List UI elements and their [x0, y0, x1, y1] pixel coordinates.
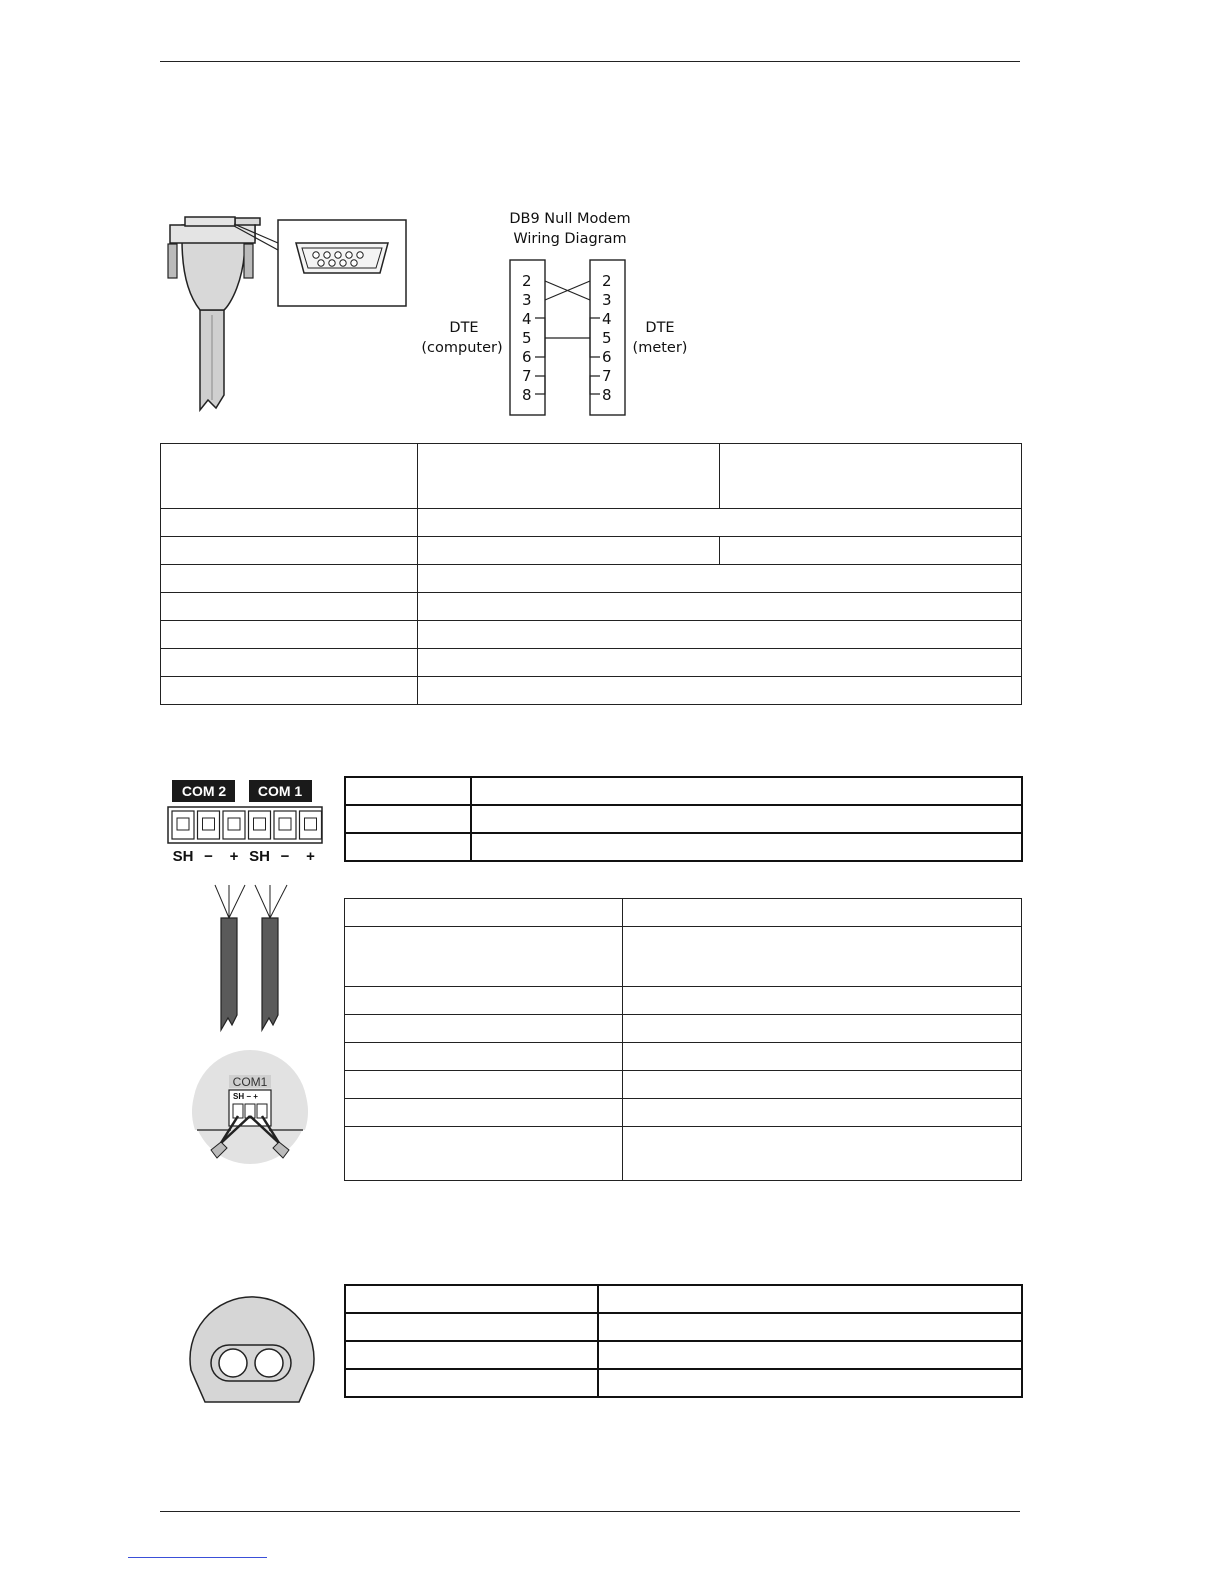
footer-link-underline [128, 1557, 267, 1558]
null-modem-wiring-diagram [420, 205, 700, 420]
table-cell [471, 833, 1022, 861]
table-cell [623, 899, 1022, 927]
table-cell [161, 509, 418, 537]
left-pin-label: 6 [522, 348, 532, 366]
db9-connector-illustration [160, 210, 420, 420]
left-pin-label: 3 [522, 291, 532, 309]
table-cell [161, 649, 418, 677]
terminal-label: SH [172, 848, 194, 865]
serial-settings-table [160, 443, 1022, 705]
table-cell [345, 1015, 623, 1043]
table-cell [161, 537, 418, 565]
table-cell [345, 1099, 623, 1127]
terminal-label: + [306, 848, 315, 865]
table-cell [161, 444, 418, 509]
table-cell [623, 927, 1022, 987]
right-dte-sublabel: (meter) [632, 340, 688, 356]
left-pin-label: 4 [522, 310, 532, 328]
table-cell [345, 1369, 598, 1397]
table-cell [345, 987, 623, 1015]
detail-com1-label: COM1 [232, 1075, 268, 1089]
right-pin-label: 6 [602, 348, 612, 366]
right-pin-label: 3 [602, 291, 612, 309]
diagram-title-line1: DB9 Null Modem [509, 211, 631, 227]
table-cell [418, 677, 1022, 705]
terminal-screw-head [254, 818, 266, 830]
table-cell [345, 1043, 623, 1071]
table-cell [418, 649, 1022, 677]
terminal-label: + [229, 848, 239, 865]
terminal-screw-head [177, 818, 189, 830]
table-cell [418, 565, 1022, 593]
infrared-settings-table [344, 1284, 1023, 1398]
table-cell [161, 621, 418, 649]
terminal-screw-head [228, 818, 240, 830]
left-dte-label: DTE [449, 320, 479, 336]
table-cell [720, 537, 1022, 565]
table-cell [418, 509, 1022, 537]
table-cell [623, 1071, 1022, 1099]
detail-terminal-labels: SH − + [233, 1092, 258, 1101]
header-rule [160, 61, 1020, 62]
table-cell [418, 621, 1022, 649]
left-pin-label: 5 [522, 329, 532, 347]
table-cell [598, 1313, 1022, 1341]
table-cell [598, 1285, 1022, 1313]
table-cell [345, 1313, 598, 1341]
terminal-screw-head [279, 818, 291, 830]
terminal-label: SH [249, 848, 270, 865]
left-pin-label: 7 [522, 367, 532, 385]
left-pin-label: 2 [522, 272, 532, 290]
table-cell [345, 1341, 598, 1369]
com-terminal-block-illustration [160, 775, 330, 865]
table-cell [623, 1127, 1022, 1181]
table-cell [345, 899, 623, 927]
right-pin-label: 4 [602, 310, 612, 328]
diagram-title-line2: Wiring Diagram [513, 231, 627, 247]
table-cell [345, 805, 471, 833]
table-cell [345, 1127, 623, 1181]
rs485-settings-table [344, 898, 1022, 1181]
terminal-label: − [280, 848, 290, 865]
table-cell [623, 987, 1022, 1015]
table-cell [471, 805, 1022, 833]
twisted-pair-wires-illustration [190, 880, 310, 1040]
right-pin-label: 5 [602, 329, 612, 347]
table-cell [418, 537, 720, 565]
infrared-port-illustration [183, 1290, 323, 1410]
table-cell [345, 1285, 598, 1313]
table-cell [161, 677, 418, 705]
table-cell [598, 1369, 1022, 1397]
left-pin-label: 8 [522, 386, 532, 404]
com2-label: COM 2 [181, 783, 227, 799]
table-cell [598, 1341, 1022, 1369]
table-cell [623, 1015, 1022, 1043]
table-cell [345, 927, 623, 987]
right-pin-label: 8 [602, 386, 612, 404]
footer-rule [160, 1511, 1020, 1512]
right-pin-label: 2 [602, 272, 612, 290]
table-cell [345, 1071, 623, 1099]
terminal-screw-head [305, 818, 317, 830]
table-cell [418, 593, 1022, 621]
terminal-label: − [204, 848, 213, 865]
right-dte-label: DTE [645, 320, 675, 336]
table-cell [161, 565, 418, 593]
right-pin-label: 7 [602, 367, 612, 385]
terminal-screw-head [203, 818, 215, 830]
left-dte-sublabel: (computer) [421, 340, 503, 356]
com1-connector-detail [185, 1050, 315, 1165]
com-port-table [344, 776, 1023, 862]
table-cell [623, 1043, 1022, 1071]
table-cell [161, 593, 418, 621]
table-cell [623, 1099, 1022, 1127]
table-cell [720, 444, 1022, 509]
table-cell [471, 777, 1022, 805]
com1-label: COM 1 [257, 783, 303, 799]
table-cell [345, 777, 471, 805]
table-cell [345, 833, 471, 861]
table-cell [418, 444, 720, 509]
